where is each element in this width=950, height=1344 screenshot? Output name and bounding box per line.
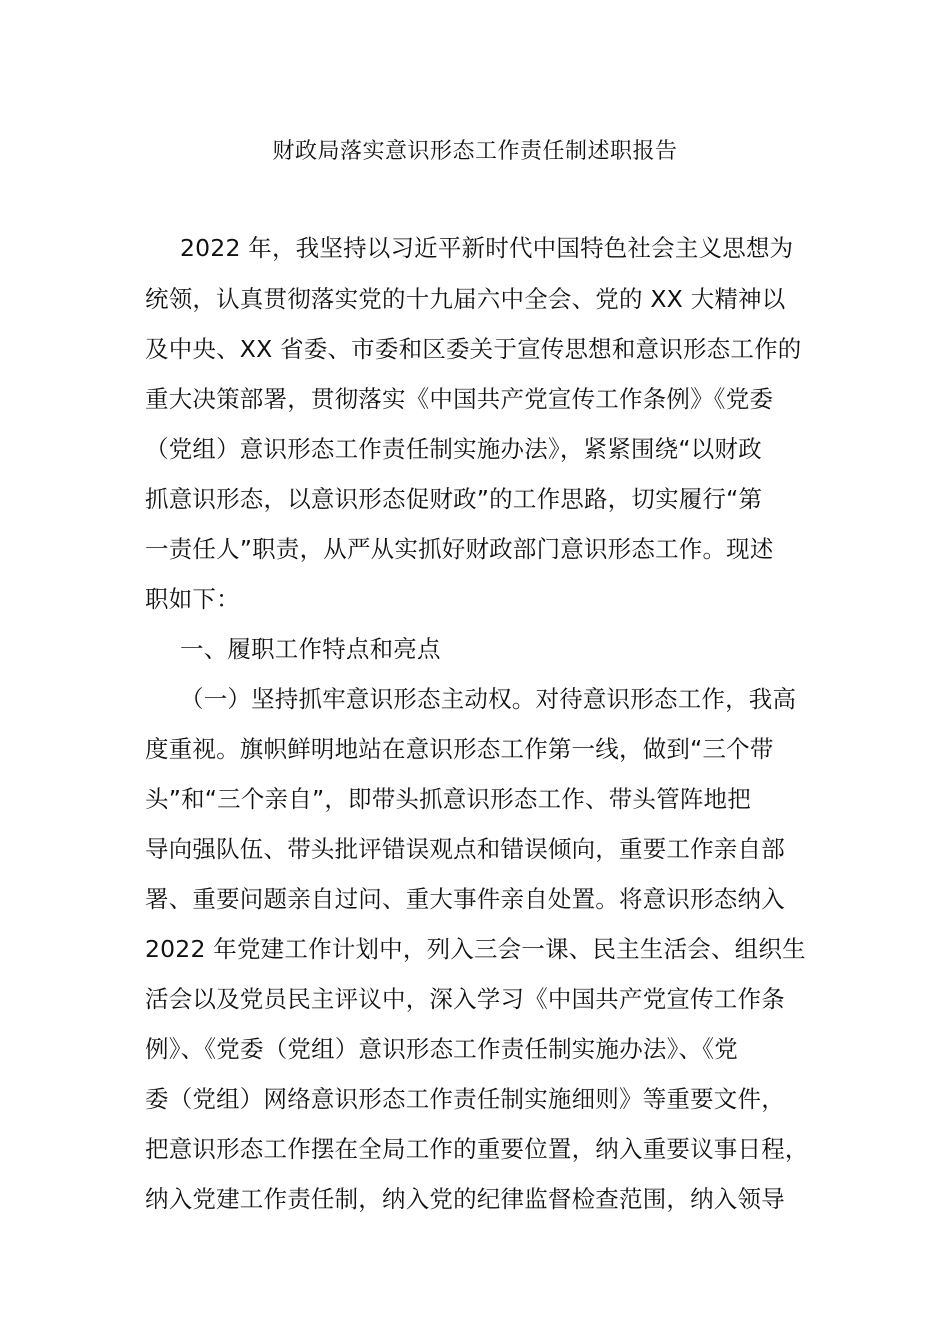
body-line-4: 重大决策部署，贯彻落实《中国共产党宣传工作条例》《党委 — [145, 385, 774, 413]
body-line-18: 委（党组）网络意识形态工作责任制实施细则》等重要文件， — [145, 1085, 785, 1113]
body-line-5: （党组）意识形态工作责任制实施办法》，紧紧围绕“以财政 — [145, 435, 762, 463]
body-line-11: 度重视。旗帜鲜明地站在意识形态工作第一线，做到“三个带 — [145, 735, 774, 763]
subsection-heading-1: （一）坚持抓牢意识形态主动权。对待意识形态工作，我高 — [180, 685, 797, 713]
document-title: 财政局落实意识形态工作责任制述职报告 — [272, 139, 678, 164]
body-line-2: 统领，认真贯彻落实党的十九届六中全会、党的 XX 大精神以 — [145, 285, 786, 313]
body-line-17: 例》、《党委（党组）意识形态工作责任制实施办法》、《党 — [145, 1035, 738, 1063]
body-line-13: 导向强队伍、带头批评错误观点和错误倾向，重要工作亲自部 — [145, 835, 785, 863]
body-line-1: 2022 年，我坚持以习近平新时代中国特色社会主义思想为 — [180, 234, 794, 262]
body-line-8: 职如下： — [145, 585, 240, 613]
body-line-12: 头”和“三个亲自”，即带头抓意识形态工作、带头管阵地把 — [145, 785, 751, 813]
section-heading-1: 一、履职工作特点和亮点 — [180, 635, 441, 663]
body-line-3: 及中央、XX 省委、市委和区委关于宣传思想和意识形态工作的 — [145, 335, 802, 363]
body-line-14: 署、重要问题亲自过问、重大事件亲自处置。将意识形态纳入 — [145, 885, 785, 913]
body-line-7: 一责任人”职责，从严从实抓好财政部门意识形态工作。现述 — [145, 535, 774, 563]
body-line-19: 把意识形态工作摆在全局工作的重要位置，纳入重要议事日程， — [145, 1135, 809, 1163]
body-line-15: 2022 年党建工作计划中，列入三会一课、民主生活会、组织生 — [145, 935, 806, 963]
body-line-6: 抓意识形态，以意识形态促财政”的工作思路，切实履行“第 — [145, 485, 763, 513]
body-line-16: 活会以及党员民主评议中，深入学习《中国共产党宣传工作条 — [145, 985, 785, 1013]
body-line-20: 纳入党建工作责任制，纳入党的纪律监督检查范围，纳入领导 — [145, 1185, 785, 1213]
